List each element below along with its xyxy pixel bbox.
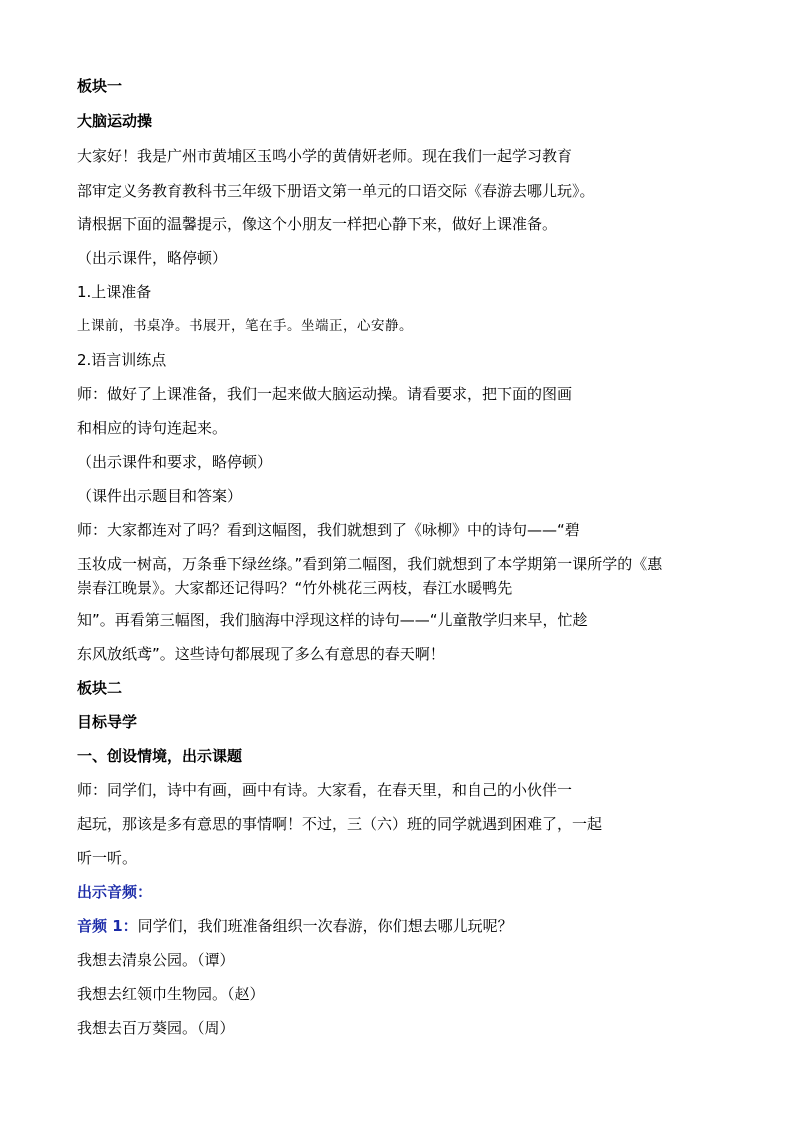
numbered-item-1: 1.上课准备 <box>77 283 152 301</box>
paragraph-line: 部审定义务教育教科书三年级下册语文第一单元的口语交际《春游去哪儿玩》。 <box>77 182 595 200</box>
section-heading-1: 板块一 <box>77 77 123 95</box>
subheading-goal: 目标导学 <box>77 713 138 731</box>
paragraph-line: 师：大家都连对了吗？看到这幅图，我们就想到了《咏柳》中的诗句——“碧 <box>77 521 580 539</box>
subheading-brain-exercise: 大脑运动操 <box>77 112 153 130</box>
section-heading-2: 板块二 <box>77 679 123 697</box>
paragraph-line: 起玩，那该是多有意思的事情啊！不过，三（六）班的同学就遇到困难了，一起 <box>77 815 603 833</box>
paragraph-line: 东风放纸鸢”。这些诗句都展现了多么有意思的春天啊！ <box>77 645 445 663</box>
numbered-item-2: 2.语言训练点 <box>77 351 167 369</box>
paragraph-line: 崇春江晚景》。大家都还记得吗？“竹外桃花三两枝，春江水暖鸭先 <box>77 579 513 597</box>
subheading-scene: 一、创设情境，出示课题 <box>77 747 243 765</box>
rhyme-line: 上课前，书桌净。书展开，笔在手。坐端正，心安静。 <box>77 318 413 334</box>
dialogue-line: 我想去清泉公园。（谭） <box>77 951 235 969</box>
audio-heading: 出示音频： <box>77 883 153 901</box>
stage-direction: （出示课件，略停顿） <box>77 249 228 267</box>
paragraph-line: 玉妆成一树高，万条垂下绿丝绦。”看到第二幅图，我们就想到了本学期第一课所学的《惠 <box>77 555 663 573</box>
paragraph-line: 听一听。 <box>77 849 138 867</box>
stage-direction: （出示课件和要求，略停顿） <box>77 453 273 471</box>
stage-direction: （课件出示题目和答案） <box>77 487 243 505</box>
audio-1-line <box>77 916 513 936</box>
audio-1-label: 音频 1： <box>77 917 138 935</box>
paragraph-line: 和相应的诗句连起来。 <box>77 419 228 437</box>
paragraph-line: 知”。再看第三幅图，我们脑海中浮现这样的诗句——“儿童散学归来早，忙趁 <box>77 611 588 629</box>
audio-1-text: 同学们，我们班准备组织一次春游，你们想去哪儿玩呢？ <box>137 917 513 935</box>
paragraph-line: 大家好！我是广州市黄埔区玉鸣小学的黄倩妍老师。现在我们一起学习教育 <box>77 147 573 165</box>
dialogue-line: 我想去红领巾生物园。（赵） <box>77 985 265 1003</box>
paragraph-line: 师：做好了上课准备，我们一起来做大脑运动操。请看要求，把下面的图画 <box>77 385 573 403</box>
paragraph-line: 请根据下面的温馨提示，像这个小朋友一样把心静下来，做好上课准备。 <box>77 215 558 233</box>
dialogue-line: 我想去百万葵园。（周） <box>77 1019 235 1037</box>
paragraph-line: 师：同学们，诗中有画，画中有诗。大家看，在春天里，和自己的小伙伴一 <box>77 781 573 799</box>
